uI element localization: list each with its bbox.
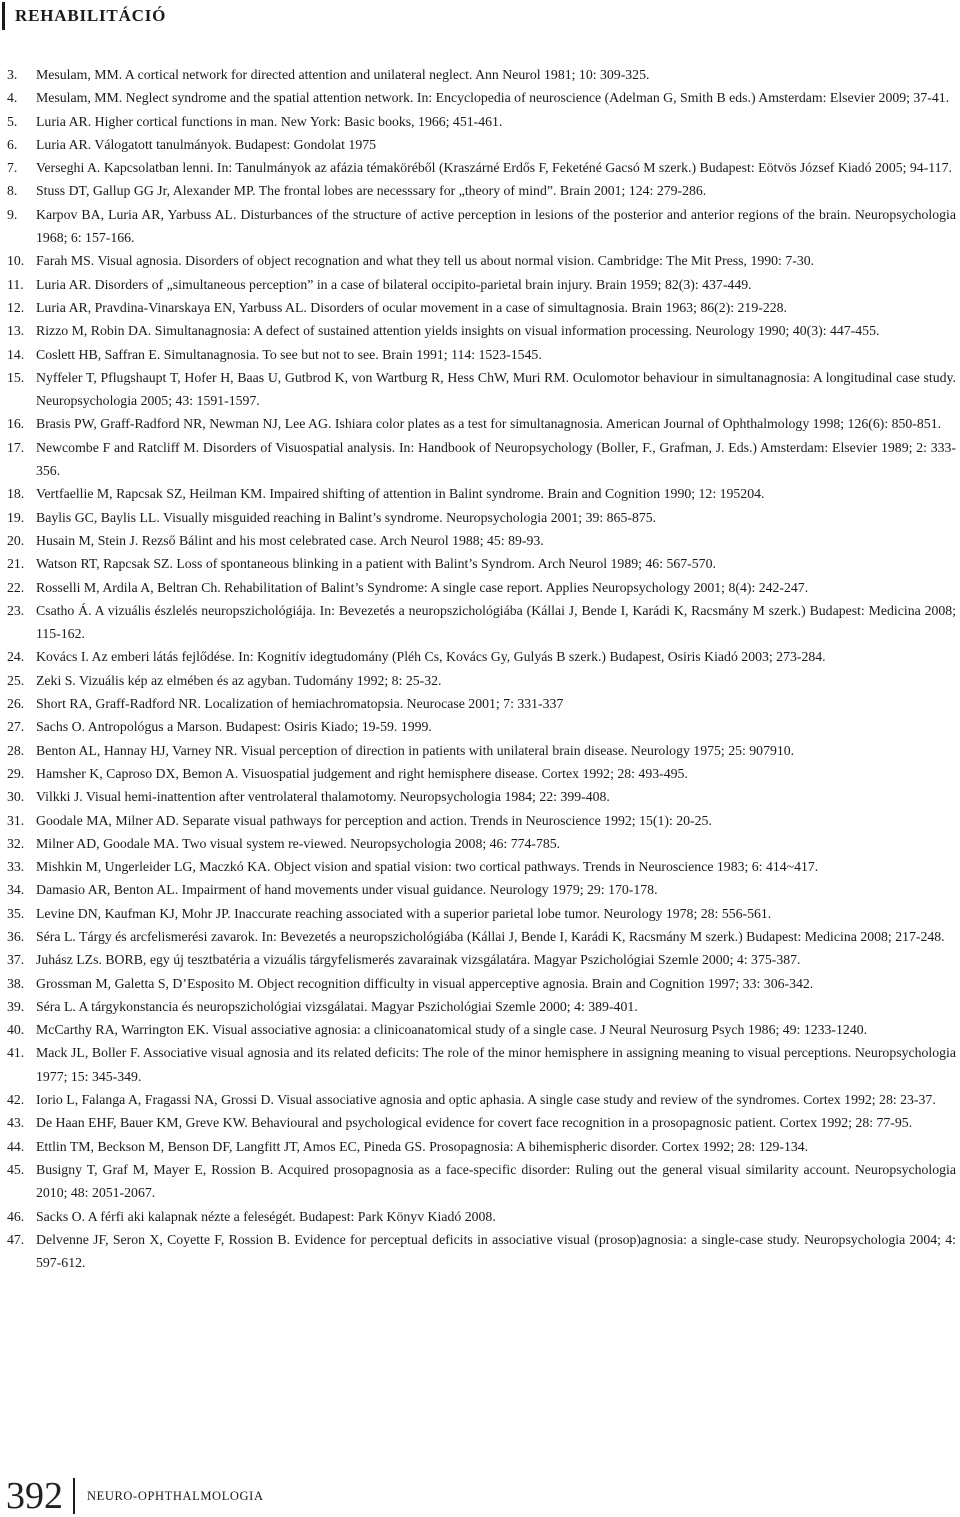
reference-number: 34. [7, 882, 25, 898]
reference-text: Newcombe F and Ratcliff M. Disorders of Visuospatial analysis. In: Handbook of Neuropsychology (Boller, F., Grafman, J. Eds.) Amsterdam: Elsevier 1989; 2: 333-356. [36, 439, 956, 479]
reference-item [0, 63, 960, 86]
reference-item [0, 86, 960, 109]
reference-number: 25. [7, 672, 25, 688]
reference-text: Busigny T, Graf M, Mayer E, Rossion B. Acquired prosopagnosia as a face-specific disorder: Ruling out the general visual similarity account. Neuropsychologia 2010; 48: 2051-2067. [36, 1161, 956, 1201]
reference-item [0, 1205, 960, 1228]
reference-text: Csatho Á. A vizuális észlelés neuropszichológiája. In: Bevezetés a neuropszichológiába (Kállai J, Bende I, Karádi K, Racsmány M szerk.) Budapest: Medicina 2008; 115-162. [36, 602, 956, 642]
reference-item [0, 343, 960, 366]
reference-item [0, 739, 960, 762]
reference-text: Kovács I. Az emberi látás fejlődése. In: Kognitív idegtudomány (Pléh Cs, Kovács Gy, Gulyás B szerk.) Budapest, Osiris Kiadó 2003; 273-284. [36, 649, 826, 665]
reference-number: 17. [7, 439, 25, 455]
reference-number: 47. [7, 1231, 25, 1247]
reference-number: 46. [7, 1208, 25, 1224]
reference-item [0, 995, 960, 1018]
reference-item [0, 506, 960, 529]
reference-item [0, 809, 960, 832]
reference-number: 42. [7, 1092, 25, 1108]
reference-item [0, 762, 960, 785]
reference-text: Iorio L, Falanga A, Fragassi NA, Grossi D. Visual associative agnosia and optic aphasia. A single case study and review of the syndromes. Cortex 1992; 28: 23-37. [36, 1092, 936, 1108]
reference-text: Delvenne JF, Seron X, Coyette F, Rossion B. Evidence for perceptual deficits in associative visual (prosop)agnosia: a single-case study. Neuropsychologia 2004; 4: 597-612. [36, 1231, 956, 1271]
reference-number: 43. [7, 1115, 25, 1131]
reference-text: Goodale MA, Milner AD. Separate visual pathways for perception and action. Trends in Neuroscience 1992; 15(1): 20-25. [36, 812, 712, 828]
reference-number: 21. [7, 556, 25, 572]
reference-text: McCarthy RA, Warrington EK. Visual associative agnosia: a clinicoanatomical study of a single case. J Neural Neurosurg Psych 1986; 49: 1233-1240. [36, 1022, 868, 1038]
reference-item [0, 203, 960, 250]
reference-text: Luria AR. Válogatott tanulmányok. Budapest: Gondolat 1975 [36, 136, 377, 152]
reference-number: 20. [7, 532, 25, 548]
page-footer [0, 1476, 264, 1516]
reference-text: Rizzo M, Robin DA. Simultanagnosia: A defect of sustained attention yields insights on visual information processing. Neurology 1990; 40(3): 447-455. [36, 323, 880, 339]
reference-text: Baylis GC, Baylis LL. Visually misguided reaching in Balint’s syndrome. Neuropsychologia 2001; 39: 865-875. [36, 509, 657, 525]
reference-item [0, 599, 960, 646]
reference-text: Levine DN, Kaufman KJ, Mohr JP. Inaccurate reaching associated with a superior parietal lobe tumor. Neurology 1978; 28: 556-561. [36, 905, 772, 921]
reference-text: Damasio AR, Benton AL. Impairment of hand movements under visual guidance. Neurology 1979; 29: 170-178. [36, 882, 658, 898]
reference-number: 8. [7, 183, 18, 199]
reference-list [0, 63, 960, 1274]
reference-item [0, 925, 960, 948]
reference-number: 16. [7, 416, 25, 432]
reference-item [0, 1158, 960, 1205]
reference-text: De Haan EHF, Bauer KM, Greve KW. Behavioural and psychological evidence for covert face recognition in a prosopagnosic patient. Cortex 1992; 28: 77-95. [36, 1115, 913, 1131]
reference-item [0, 273, 960, 296]
reference-number: 23. [7, 602, 25, 618]
reference-number: 31. [7, 812, 25, 828]
reference-item [0, 133, 960, 156]
reference-number: 19. [7, 509, 25, 525]
reference-item [0, 1018, 960, 1041]
reference-text: Karpov BA, Luria AR, Yarbuss AL. Disturbances of the structure of active perception in lesions of the posterior and anterior regions of the brain. Neuropsychologia 1968; 6: 157-166. [36, 206, 956, 246]
reference-text: Mishkin M, Ungerleider LG, Maczkó KA. Object vision and spatial vision: two cortical pathways. Trends in Neuroscience 1983; 6: 414~417. [36, 859, 819, 875]
page-number: 392 [6, 1475, 63, 1517]
section-title: REHABILITÁCIÓ [15, 6, 167, 25]
reference-item [0, 948, 960, 971]
reference-item [0, 436, 960, 483]
reference-text: Luria AR. Disorders of „simultaneous perception” in a case of bilateral occipito-parietal brain injury. Brain 1959; 82(3): 437-449. [36, 276, 752, 292]
reference-number: 33. [7, 859, 25, 875]
reference-item [0, 669, 960, 692]
reference-number: 15. [7, 369, 25, 385]
reference-text: Vertfaellie M, Rapcsak SZ, Heilman KM. Impaired shifting of attention in Balint syndrome. Brain and Cognition 1990; 12: 195204. [36, 486, 765, 502]
reference-number: 7. [7, 160, 18, 176]
reference-item [0, 878, 960, 901]
reference-text: Mesulam, MM. Neglect syndrome and the spatial attention network. In: Encyclopedia of neuroscience (Adelman G, Smith B eds.) Amsterdam: Elsevier 2009; 37-41. [36, 90, 950, 106]
reference-text: Mesulam, MM. A cortical network for directed attention and unilateral neglect. Ann Neurol 1981; 10: 309-325. [36, 67, 650, 82]
reference-item [0, 529, 960, 552]
reference-number: 10. [7, 253, 25, 269]
journal-name: NEURO-OPHTHALMOLOGIA [87, 1488, 264, 1503]
reference-text: Mack JL, Boller F. Associative visual agnosia and its related deficits: The role of the minor hemisphere in assigning meaning to visual perceptions. Neuropsychologia 1977; 15: 345-349. [36, 1045, 956, 1084]
reference-item [0, 319, 960, 342]
reference-text: Milner AD, Goodale MA. Two visual system re-viewed. Neuropsychologia 2008; 46: 774-785. [36, 835, 561, 851]
reference-number: 11. [7, 276, 24, 292]
reference-text: Nyffeler T, Pflugshaupt T, Hofer H, Baas U, Gutbrod K, von Wartburg R, Hess ChW, Muri RM. Oculomotor behaviour in simultanagnosia: A longitudinal case study. Neuropsychologia 2005; 43: 1591-1597. [36, 369, 956, 409]
reference-number: 30. [7, 789, 25, 805]
reference-number: 41. [7, 1045, 25, 1061]
reference-text: Benton AL, Hannay HJ, Varney NR. Visual perception of direction in patients with unilateral brain disease. Neurology 1975; 25: 907910. [36, 742, 795, 758]
reference-text: Vilkki J. Visual hemi-inattention after ventrolateral thalamotomy. Neuropsychologia 1984; 22: 399-408. [36, 789, 610, 805]
reference-item [0, 482, 960, 505]
reference-number: 3. [7, 67, 18, 82]
reference-number: 27. [7, 719, 25, 735]
reference-item [0, 179, 960, 202]
reference-item [0, 110, 960, 133]
reference-text: Stuss DT, Gallup GG Jr, Alexander MP. The frontal lobes are necesssary for „theory of mind”. Brain 2001; 124: 279-286. [36, 183, 707, 199]
reference-text: Rosselli M, Ardila A, Beltran Ch. Rehabilitation of Balint’s Syndrome: A single case report. Applies Neuropsychology 2001; 8(4): 242-247. [36, 579, 809, 595]
reference-item [0, 296, 960, 319]
reference-number: 26. [7, 696, 25, 712]
reference-text: Coslett HB, Saffran E. Simultanagnosia. To see but not to see. Brain 1991; 114: 1523-1545. [36, 346, 542, 362]
footer-rule [73, 1478, 75, 1514]
reference-text: Séra L. Tárgy és arcfelismerési zavarok. In: Bevezetés a neuropszichológiába (Kállai J, Bende I, Karádi K, Racsmány M szerk.) Budapest: Medicina 2008; 217-248. [36, 928, 945, 944]
reference-item [0, 1228, 960, 1275]
reference-number: 40. [7, 1022, 25, 1038]
reference-item [0, 1135, 960, 1158]
reference-item [0, 785, 960, 808]
page-header [0, 0, 166, 32]
reference-number: 36. [7, 928, 25, 944]
reference-item [0, 832, 960, 855]
reference-text: Husain M, Stein J. Rezső Bálint and his most celebrated case. Arch Neurol 1988; 45: 89-93. [36, 532, 544, 548]
reference-number: 22. [7, 579, 25, 595]
reference-text: Ettlin TM, Beckson M, Benson DF, Langfitt JT, Amos EC, Pineda GS. Prosopagnosia: A bihemispheric disorder. Cortex 1992; 28: 129-134. [36, 1138, 809, 1154]
reference-number: 4. [7, 90, 18, 106]
reference-text: Juhász LZs. BORB, egy új tesztbatéria a vizuális tárgyfelismerés zavarainak vizsgálatára. Magyar Pszichológiai Szemle 2000; 4: 375-387. [36, 952, 801, 968]
reference-text: Brasis PW, Graff-Radford NR, Newman NJ, Lee AG. Ishiara color plates as a test for simultanagnosia. American Journal of Ophthalmology 1998; 126(6): 850-851. [36, 416, 942, 432]
reference-item [0, 715, 960, 738]
reference-item [0, 249, 960, 272]
reference-item [0, 156, 960, 179]
reference-text: Hamsher K, Caproso DX, Bemon A. Visuospatial judgement and right hemisphere disease. Cortex 1992; 28: 493-495. [36, 765, 688, 781]
reference-text: Sacks O. A férfi aki kalapnak nézte a feleségét. Budapest: Park Könyv Kiadó 2008. [36, 1208, 496, 1224]
reference-number: 13. [7, 323, 25, 339]
reference-text: Luria AR. Higher cortical functions in man. New York: Basic books, 1966; 451-461. [36, 113, 503, 129]
reference-number: 44. [7, 1138, 25, 1154]
reference-number: 5. [7, 113, 18, 129]
reference-number: 12. [7, 299, 25, 315]
reference-item [0, 902, 960, 925]
reference-number: 45. [7, 1161, 25, 1177]
reference-item [0, 366, 960, 413]
reference-number: 6. [7, 136, 18, 152]
reference-text: Farah MS. Visual agnosia. Disorders of object recognation and what they tell us about normal vision. Cambridge: The Mit Press, 1990: 7-30. [36, 253, 815, 269]
reference-item [0, 1111, 960, 1134]
header-rule [2, 2, 5, 30]
reference-item [0, 855, 960, 878]
reference-item [0, 576, 960, 599]
reference-item [0, 412, 960, 435]
reference-number: 32. [7, 835, 25, 851]
reference-number: 14. [7, 346, 25, 362]
reference-number: 24. [7, 649, 25, 665]
reference-number: 9. [7, 206, 18, 222]
reference-item [0, 1041, 960, 1088]
reference-text: Short RA, Graff-Radford NR. Localization of hemiachromatopsia. Neurocase 2001; 7: 331-337 [36, 696, 564, 712]
reference-number: 37. [7, 952, 25, 968]
reference-text: Watson RT, Rapcsak SZ. Loss of spontaneous blinking in a patient with Balint’s Syndrom. Arch Neurol 1989; 46: 567-570. [36, 556, 716, 572]
reference-number: 28. [7, 742, 25, 758]
reference-number: 18. [7, 486, 25, 502]
reference-item [0, 645, 960, 668]
reference-item [0, 972, 960, 995]
reference-number: 39. [7, 998, 25, 1014]
reference-text: Grossman M, Galetta S, D’Esposito M. Object recognition difficulty in visual apperceptive agnosia. Brain and Cognition 1997; 33: 306-342. [36, 975, 814, 991]
reference-number: 29. [7, 765, 25, 781]
reference-text: Verseghi A. Kapcsolatban lenni. In: Tanulmányok az afázia témaköréből (Kraszárné Erdős F, Feketéné Gacsó M szerk.) Budapest: Eötvös József Kiadó 2005; 94-117. [36, 160, 952, 176]
reference-number: 38. [7, 975, 25, 991]
reference-item [0, 692, 960, 715]
reference-text: Luria AR, Pravdina-Vinarskaya EN, Yarbuss AL. Disorders of ocular movement in a case of simultagnosia. Brain 1963; 86(2): 219-228. [36, 299, 787, 315]
reference-number: 35. [7, 905, 25, 921]
reference-text: Séra L. A tárgykonstancia és neuropszichológiai vizsgálatai. Magyar Pszichológiai Szemle 2000; 4: 389-401. [36, 998, 638, 1014]
reference-item [0, 1088, 960, 1111]
reference-text: Sachs O. Antropológus a Marson. Budapest: Osiris Kiado; 19-59. 1999. [36, 719, 432, 735]
reference-item [0, 552, 960, 575]
reference-text: Zeki S. Vizuális kép az elmében és az agyban. Tudomány 1992; 8: 25-32. [36, 672, 442, 688]
